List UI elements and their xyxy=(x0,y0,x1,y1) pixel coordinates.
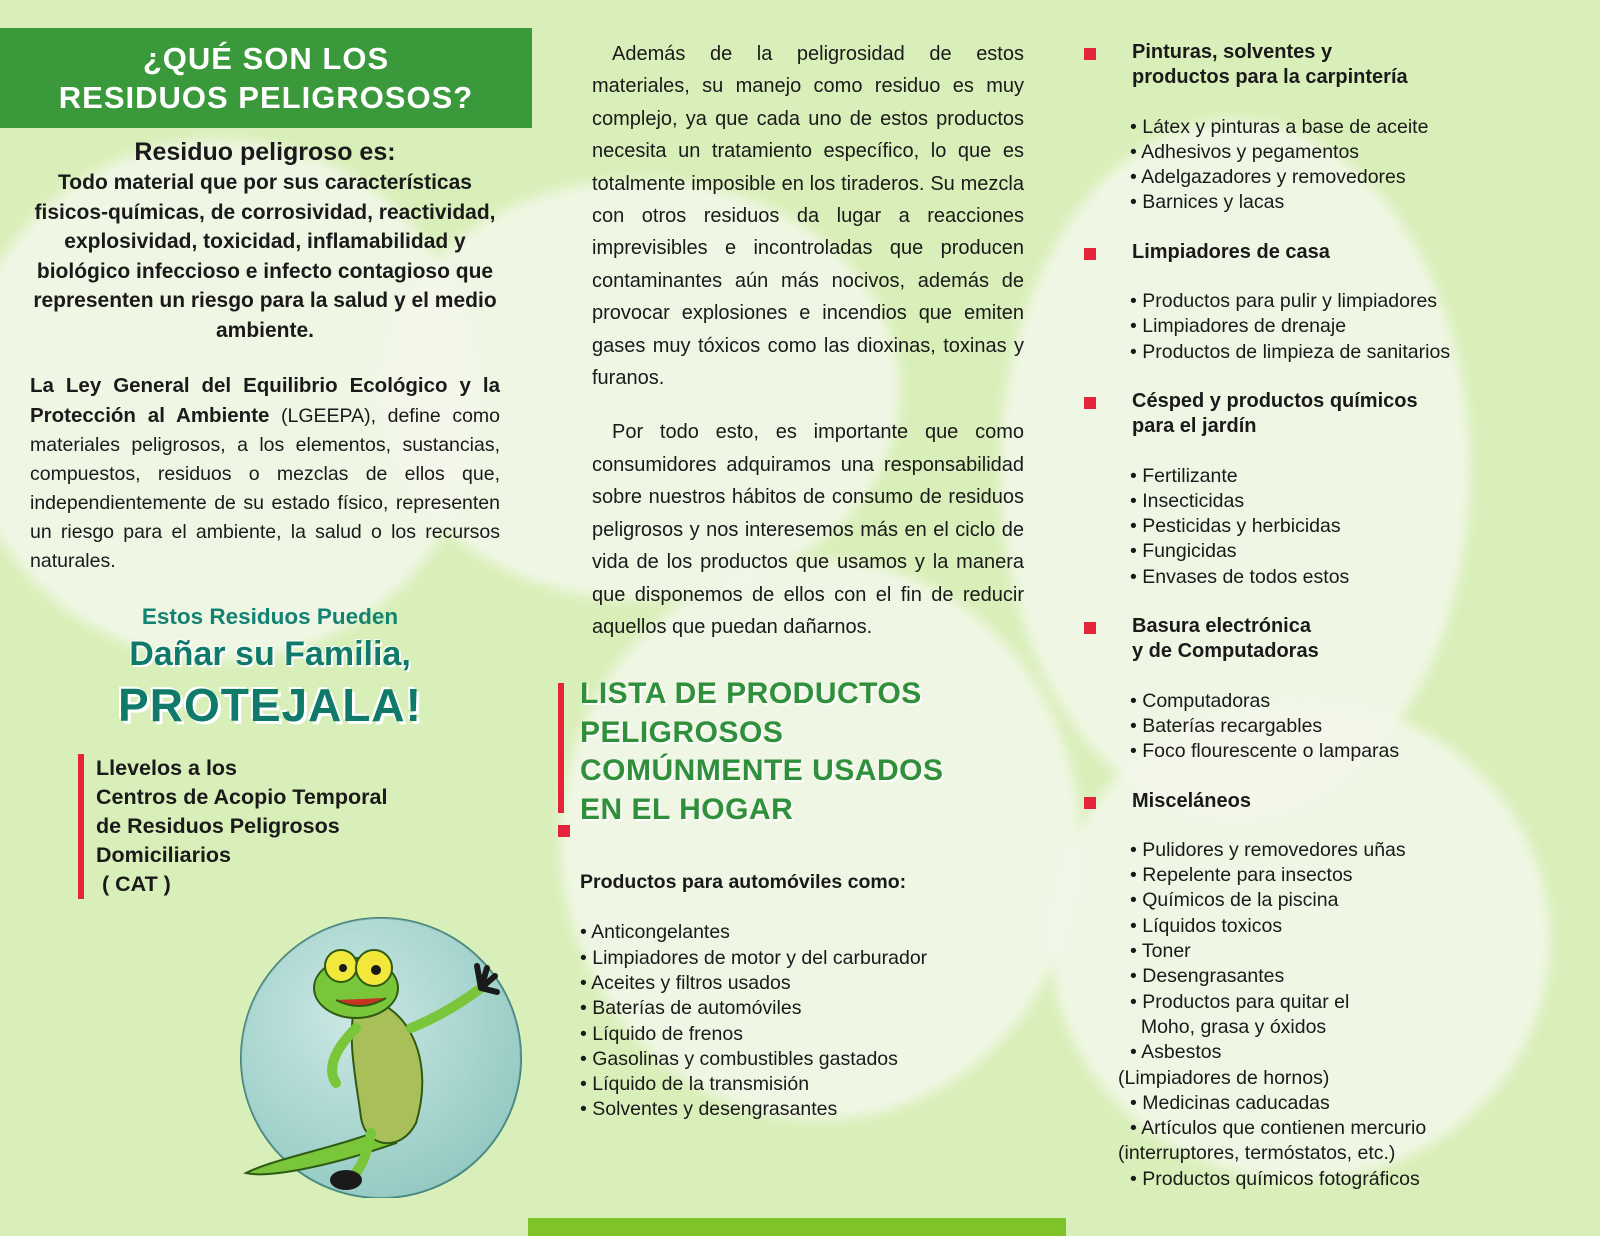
list-item: • Gasolinas y combustibles gastados xyxy=(580,1047,898,1070)
list-item: • Adhesivos y pegamentos xyxy=(1130,140,1360,163)
cat-line: Centros de Acopio Temporal xyxy=(96,785,388,809)
title-line-2: RESIDUOS PELIGROSOS? xyxy=(58,80,474,115)
title-line-1: ¿QUÉ SON LOS xyxy=(142,41,390,76)
cat-line: de Residuos Peligrosos xyxy=(96,814,340,838)
list-item: • Computadoras xyxy=(1130,689,1271,712)
bullet-square xyxy=(1084,622,1096,634)
list-item: • Líquido de la transmisión xyxy=(580,1073,810,1096)
list-item: • Aceites y filtros usados xyxy=(580,971,791,994)
list-item: • Medicinas caducadas xyxy=(1130,1091,1330,1114)
list-item: • Químicos de la piscina xyxy=(1130,889,1339,912)
accent-bar xyxy=(558,683,564,813)
paragraph-responsabilidad: Por todo esto, es importante que como consumidores adquiramos una responsabilidad sobre nuestros hábitos de consumo de residuos peligrosos y nos interesemos más en el ciclo de vida de los productos que usamos y la manera que disponemos de ellos con el fin de reducir aquellos que puedan dañarnos. xyxy=(592,421,1024,638)
lista-title-line: PELIGROSOS xyxy=(580,715,784,749)
list-item: Moho, grasa y óxidos xyxy=(1130,1015,1327,1038)
category-title-line: para el jardín xyxy=(1132,415,1257,438)
list-item: • Artículos que contienen mercurio xyxy=(1130,1117,1427,1140)
category-title xyxy=(1108,614,1578,665)
list-item: • Pesticidas y herbicidas xyxy=(1130,515,1341,538)
list-item: • Fungicidas xyxy=(1130,540,1237,563)
lista-title-line: COMÚNMENTE USADOS xyxy=(580,754,944,788)
category-title-line: Basura electrónica xyxy=(1132,615,1311,638)
list-item: • Barnices y lacas xyxy=(1130,191,1285,214)
list-item: • Anticongelantes xyxy=(580,921,730,944)
list-item: • Envases de todos estos xyxy=(1130,565,1350,588)
list-item: • Productos para quitar el xyxy=(1130,990,1350,1013)
slogan-block xyxy=(0,602,540,734)
list-item: • Toner xyxy=(1130,940,1191,963)
category-title xyxy=(1108,389,1578,440)
category-items xyxy=(1130,289,1578,365)
slogan-line-1: Estos Residuos Pueden xyxy=(141,604,399,629)
category-items xyxy=(1130,464,1578,590)
page-title xyxy=(0,28,532,128)
accent-square xyxy=(558,825,570,837)
category-title-line: Césped y productos químicos xyxy=(1132,389,1418,412)
list-item: • Solventes y desengrasantes xyxy=(580,1098,838,1121)
list-item: • Productos para pulir y limpiadores xyxy=(1130,290,1438,313)
list-item: (interruptores, termóstatos, etc.) xyxy=(1118,1142,1396,1165)
list-item: • Líquido de frenos xyxy=(580,1022,743,1045)
category-cesped xyxy=(1108,389,1578,590)
list-item: • Repelente para insectos xyxy=(1130,864,1353,887)
category-title-line: Misceláneos xyxy=(1132,789,1251,812)
cat-line: ( CAT ) xyxy=(96,872,171,896)
category-title-line: y de Computadoras xyxy=(1132,640,1319,663)
ley-bold: La Ley General del Equilibrio Ecológico y la Protección al Ambiente xyxy=(30,374,500,427)
bullet-square xyxy=(1084,48,1096,60)
category-electronica xyxy=(1108,614,1578,764)
category-title xyxy=(1108,789,1578,814)
lista-title-line: LISTA DE PRODUCTOS xyxy=(580,677,922,711)
category-items xyxy=(1130,115,1578,216)
definition-block xyxy=(0,136,530,345)
column-middle xyxy=(580,38,1024,1123)
category-title xyxy=(1108,240,1578,265)
auto-list xyxy=(580,920,1024,1122)
category-miscelaneos xyxy=(1108,789,1578,1192)
list-item: • Productos químicos fotográficos xyxy=(1130,1167,1420,1190)
lista-heading xyxy=(558,675,1028,829)
category-pinturas xyxy=(1108,40,1578,216)
auto-title: Productos para automóviles como: xyxy=(580,871,907,894)
list-item: • Insecticidas xyxy=(1130,489,1245,512)
list-item: • Líquidos toxicos xyxy=(1130,914,1283,937)
gecko-mascot-icon xyxy=(236,908,526,1198)
category-limpiadores xyxy=(1108,240,1578,365)
list-item: • Baterías recargables xyxy=(1130,714,1323,737)
category-title-line: Limpiadores de casa xyxy=(1132,240,1330,263)
list-item: • Limpiadores de motor y del carburador xyxy=(580,946,928,969)
cat-callout xyxy=(78,754,496,899)
list-item: • Adelgazadores y removedores xyxy=(1130,166,1406,189)
category-items xyxy=(1118,838,1578,1192)
bullet-square xyxy=(1084,397,1096,409)
column-right xyxy=(1108,40,1578,1192)
cat-line: Domiciliarios xyxy=(96,843,232,867)
definition-title: Residuo peligroso es: xyxy=(134,138,396,166)
slogan-line-2: Dañar su Familia, xyxy=(129,635,411,673)
list-item: • Fertilizante xyxy=(1130,464,1238,487)
list-item: • Productos de limpieza de sanitarios xyxy=(1130,340,1451,363)
list-item: (Limpiadores de hornos) xyxy=(1118,1066,1330,1089)
list-item: • Asbestos xyxy=(1130,1041,1222,1064)
footer-strip xyxy=(528,1218,1066,1236)
slogan-line-3: PROTEJALA! xyxy=(118,679,422,731)
category-title xyxy=(1108,40,1578,91)
list-item: • Pulidores y removedores uñas xyxy=(1130,838,1406,861)
ley-text: (LGEEPA), define como materiales peligrosos, a los elementos, sustancias, compuestos, residuos o mezclas de ellos que, independientemente de su estado físico, representen un riesgo para el ambiente, la salud o los recursos naturales. xyxy=(30,405,500,572)
paragraph-peligrosidad: Además de la peligrosidad de estos materiales, su manejo como residuo es muy complejo, ya que cada uno de estos productos necesita un tratamiento específico, lo que es totalmente imposible en los tiraderos. Su mezcla con otros residuos da lugar a reacciones imprevisibles e incontroladas que producen contaminantes aún más nocivos, además de provocar explosiones e incendios que emiten gases muy tóxicos como las dioxinas, toxinas y furanos. xyxy=(592,43,1024,390)
list-item: • Baterías de automóviles xyxy=(580,997,802,1020)
category-items xyxy=(1130,689,1578,765)
category-title-line: productos para la carpintería xyxy=(1132,66,1408,89)
list-item: • Foco flourescente o lamparas xyxy=(1130,740,1400,763)
list-item: • Látex y pinturas a base de aceite xyxy=(1130,115,1429,138)
lista-title-line: EN EL HOGAR xyxy=(580,792,794,826)
column-left xyxy=(0,28,530,899)
cat-line: Llevelos a los xyxy=(96,756,238,780)
category-title-line: Pinturas, solventes y xyxy=(1132,41,1333,63)
lista-title xyxy=(580,675,1028,829)
list-item: • Limpiadores de drenaje xyxy=(1130,315,1347,338)
bullet-square xyxy=(1084,248,1096,260)
bullet-square xyxy=(1084,797,1096,809)
ley-paragraph xyxy=(30,371,500,576)
list-item: • Desengrasantes xyxy=(1130,965,1285,988)
definition-text: Todo material que por sus características fisicos-químicas, de corrosividad, reactividad, explosividad, toxicidad, inflamabilidad y biológico infeccioso e infecto contagioso que representen un riesgo para la salud y el medio ambiente. xyxy=(33,171,497,342)
